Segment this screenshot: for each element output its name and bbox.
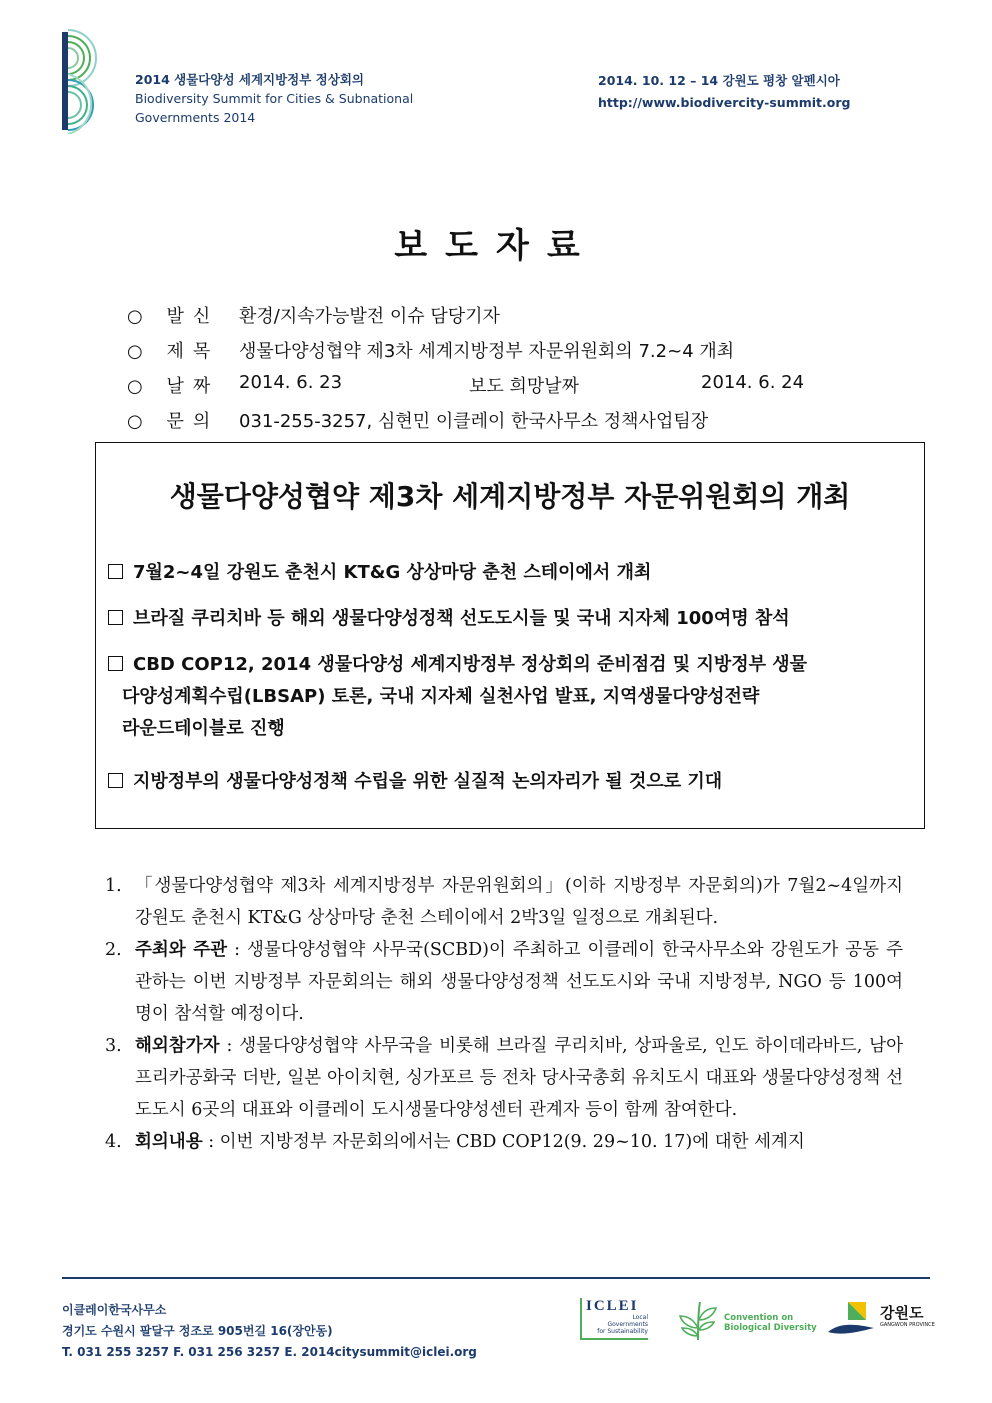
checkbox-square-icon xyxy=(108,773,123,788)
summary-point: 지방정부의 생물다양성정책 수립을 위한 실질적 논의자리가 될 것으로 기대 xyxy=(108,766,913,798)
header-date-place: 2014. 10. 12 – 14 강원도 평창 알펜시아 xyxy=(598,73,840,88)
meta-key: ○ 제목 xyxy=(127,341,220,362)
meta-value: 생물다양성협약 제3차 세계지방정부 자문위원회의 7.2~4 개최 xyxy=(239,341,735,362)
meta-value-release: 2014. 6. 24 xyxy=(701,372,805,393)
header-event-en-1: Biodiversity Summit for Cities & Subnational xyxy=(135,91,414,106)
body-paragraph: 4. 회의내용 : 이번 지방정부 자문회의에서는 CBD COP12(9. 29~10. 17)에 대한 세계지 xyxy=(105,1132,805,1152)
summary-title: 생물다양성협약 제3차 세계지방정부 자문위원회의 개최 xyxy=(169,480,851,513)
iclei-logo: ICLEI Local Governments for Sustainability xyxy=(580,1298,648,1342)
header-url[interactable]: http://www.biodivercity-summit.org xyxy=(598,95,851,110)
summary-point: 브라질 쿠리치바 등 해외 생물다양성정책 선도도시들 및 국내 지자체 100여명 참석 xyxy=(108,603,913,635)
summary-point: 7월2~4일 강원도 춘천시 KT&G 상상마당 춘천 스테이에서 개최 xyxy=(108,557,913,589)
body-paragraph: 3. 해외참가자 : 생물다양성협약 사무국을 비롯해 브라질 쿠리치바, 상파울로, 인도 하이데라바드, 남아프리카공화국 더반, 일본 아이치현, 싱가포르 등 전차 당사국총회 유치도시 대표와 생물다양성정책 선도도시 6곳의 대표와 이클레이 도시생물다양성센터 관계자 등이 함께 참여한다. xyxy=(105,1036,903,1120)
checkbox-square-icon xyxy=(108,610,123,625)
header-event-block xyxy=(135,70,413,127)
footer-address: 경기도 수원시 팔달구 정조로 905번길 16(장안동) xyxy=(62,1324,333,1338)
gangwon-logo-icon xyxy=(826,1298,876,1338)
summit-b-logo-icon xyxy=(60,28,130,134)
meta-value: 2014. 6. 23 xyxy=(239,372,343,393)
summary-box xyxy=(95,442,925,829)
meta-key: ○ 문의 xyxy=(127,411,220,432)
cbd-leaf-logo-icon xyxy=(678,1298,718,1342)
meta-value-label: 보도 희망날짜 xyxy=(469,376,580,397)
footer-divider xyxy=(62,1277,930,1279)
meta-value: 환경/지속가능발전 이슈 담당기자 xyxy=(239,306,500,327)
cbd-logo-text: Convention on Biological Diversity xyxy=(724,1313,817,1333)
footer-org: 이클레이한국사무소 xyxy=(62,1303,167,1317)
header-date-block xyxy=(598,70,850,114)
footer-contact-block xyxy=(62,1300,477,1363)
body-paragraph: 2. 주최와 주관 : 생물다양성협약 사무국(SCBD)이 주최하고 이클레이 한국사무소와 강원도가 공동 주관하는 이번 지방정부 자문회의는 해외 생물다양성정책 선도도시와 국내 지방정부, NGO 등 100여명이 참석할 예정이다. xyxy=(105,940,903,1024)
header-event-en-2: Governments 2014 xyxy=(135,110,256,125)
header-event-ko: 2014 생물다양성 세계지방정부 정상회의 xyxy=(135,72,364,87)
checkbox-square-icon xyxy=(108,564,123,579)
gangwon-logo-text: 강원도 GANGWON PROVINCE xyxy=(880,1304,935,1328)
checkbox-square-icon xyxy=(108,656,123,671)
body-text xyxy=(105,870,903,1158)
footer-contact: T. 031 255 3257 F. 031 256 3257 E. 2014citysummit@iclei.org xyxy=(62,1345,477,1359)
document-title: 보도자료 xyxy=(394,226,598,266)
meta-key: ○ 날짜 xyxy=(127,376,220,397)
summary-point: CBD COP12, 2014 생물다양성 세계지방정부 정상회의 준비점검 및 지방정부 생물 다양성계획수립(LBSAP) 토론, 국내 지자체 실천사업 발표, 지역생물다양성전략 라운드테이블로 진행 xyxy=(108,649,913,745)
body-paragraph: 1. 「생물다양성협약 제3차 세계지방정부 자문위원회의」(이하 지방정부 자문회의)가 7월2~4일까지 강원도 춘천시 KT&G 상상마당 춘천 스테이에서 2박3일 일정으로 개최된다. xyxy=(105,876,903,928)
meta-key: ○ 발신 xyxy=(127,306,220,327)
meta-value: 031-255-3257, 심현민 이클레이 한국사무소 정책사업팀장 xyxy=(239,411,709,432)
